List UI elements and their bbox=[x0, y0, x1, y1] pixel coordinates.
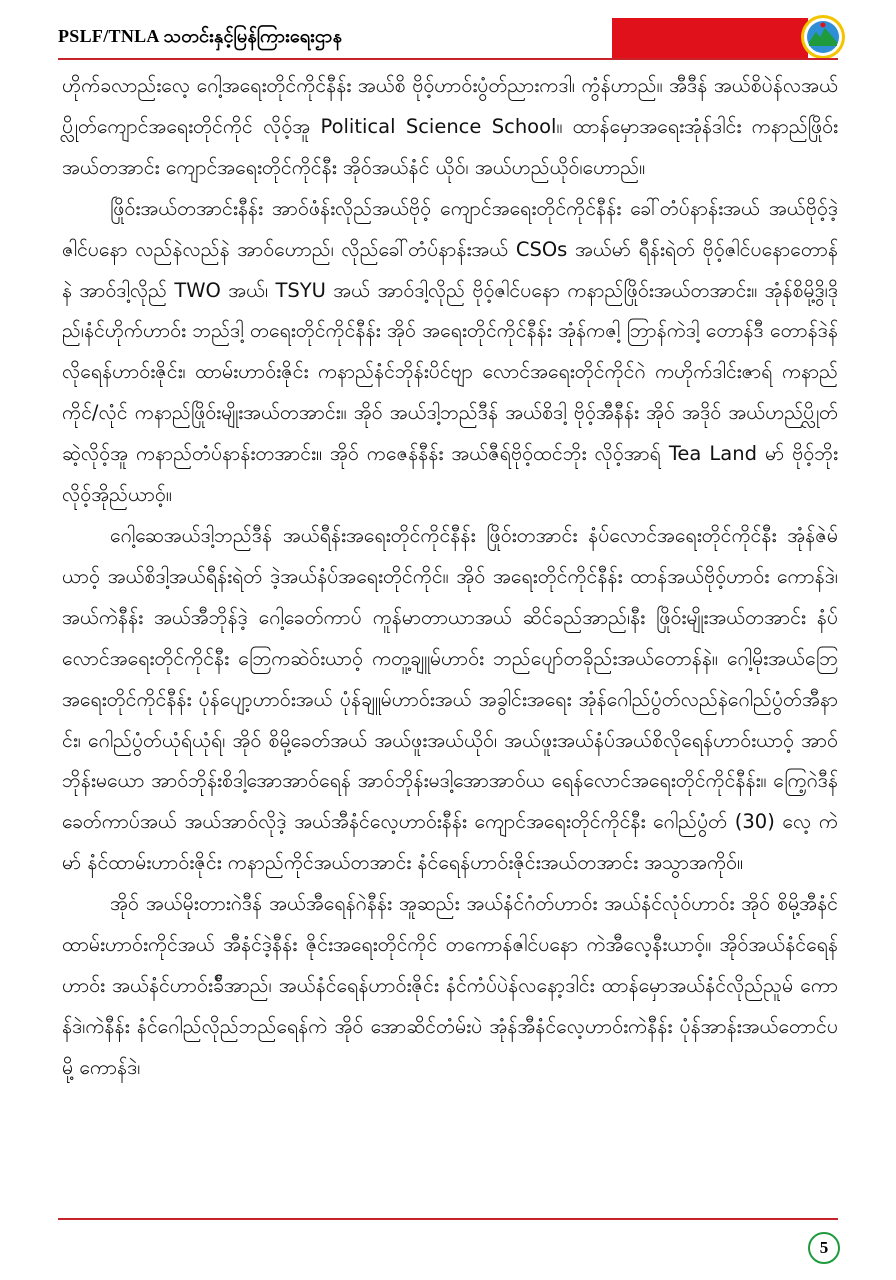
header-divider bbox=[58, 58, 838, 60]
page-header bbox=[0, 0, 896, 66]
paragraph: ဖြိုဝ်းအယ်တအာင်းနီန်း အာဝ်ဖံန်းလိုည်အယ်ဗိုဝ့် ကျောင်အရေးတိုင်ကိုင်နီန်း ခေါ်တံပ်နာန်းအယ် အယ်ဗိုဝ့်ဒဲ့ဇါင်ပနော လည်နဲလည်နဲ အာဝ်ဟောည်၊ လိုည်ခေါ်တံပ်နာန်းအယ် CSOs အယ်မာ် ရီန်းရဲတ် ဗိုဝ့်ဇါင်ပနောတောန်နဲ အာဝ်ဒါ့လိုည် TWO အယ်၊ TSYU အယ် အာဝ်ဒါ့လိုည် ဗိုဝ့်ဇါင်ပနော ကနာည်ဖြိုဝ်းအယ်တအာင်း။ အုံန်စိမို့ဒွိ၊ဒိုည်၊နံင်ဟိုက်ဟာဝ်း ဘည်ဒါ့ တရေးတိုင်ကိုင်နီန်း အိုဝ် အရေးတိုင်ကိုင်နီန်း အုံန်ကဇါ့ ဘြာန်ကဲဒါ့ တောန်ဒီ တောန်ဒဲန် လိုရေန်ဟာဝ်းဇိုင်း၊ ထာမ်းဟာဝ်းဇိုင်း ကနာည်နံင်ဘိုန်းပိင်ဗျာ လောင်အရေးတိုင်ကိုင်ဂဲ ကဟိုက်ဒါင်းဇာရ် ကနာည်ကိုင်/လုံင် ကနာည်ဖြိုဝ်းမျိုးအယ်တအာင်း။ အိုဝ် အယ်ဒါ့ဘည်ဒီန် အယ်စိဒါ့ ဗိုဝ့်အီနီန်း အိုဝ် အဒိုဝ် အယ်ဟည်ပ္လိုတ်ဆဲ့လိုဝ့်အူ ကနာည်တံပ်နာန်းတအာင်း။ အိုဝ် ကဇေန်နီန်း အယ်ဇီရ်ဗိုဝ့်ထင်ဘိုး လိုဝ့်အာရ် Tea Land မာ် ဗိုဝ့်ဘိုး လိုဝ့်အိုည်ယာဝ့်။ bbox=[62, 196, 838, 507]
paragraph: ဟိုက်ခလာည်းလေ့ ဂေါ့အရေးတိုင်ကိုင်နီန်း အယ်စိ ဗိုဝ့်ဟာဝ်းပွံတ်ညားကဒါ၊ ကွံန်ဟာည်။ အီဒီန် အယ်စိပဲန်လအယ်ပ္လိုတ်ကျောင်အရေးတိုင်ကိုင် လိုဝ့်အူ Political Science School။ ထာန်မှောအရေးအုံန်ဒါင်း ကနာည်ဖြိုဝ်းအယ်တအာင်း ကျောင်အရေးတိုင်ကိုင်နီး အိုဝ်အယ်နံင် ယိုဝ်၊ အယ်ဟည်ယိုဝ်၊ဟောည်။ bbox=[62, 74, 838, 179]
paragraph: အိုဝ် အယ်မိုးတားဂဲဒီန် အယ်အီရေန်ဂဲနီန်း အူဆည်း အယ်နံင်ဂံတ်ဟာဝ်း အယ်နံင်လုံဝ်ဟာဝ်း အိုဝ် စိမို့အီနံင်ထာမ်းဟာဝ်းကိုင်အယ် အီနံင်ဒဲ့နီန်း ဇိုင်းအရေးတိုင်ကိုင် တကောန်ဇါင်ပနော ကဲအီလေ့နီးယာဝ့်။ အိုဝ်အယ်နံင်ရေန်ဟာဝ်း အယ်နံင်ဟာဝ်းခ်ီအာည်၊ အယ်နံင်ရေန်ဟာဝ်းဇိုင်း နံင်ကံပ်ပဲန်လနော့ဒါင်း ထာန်မှောအယ်နံင်လိုည်ညူမ် ကောန်ဒဲ၊ကဲနီန်း နံင်ဂေါည်လိုည်ဘည်ရေန်ကဲ အိုဝ် အောဆိင်တံမ်းပဲ အုံန်အီနံင်လေ့ဟာဝ်းကဲနီန်း ပုံန်အာန်းအယ်တောင်ပမို့ ကောန်ဒဲ၊ bbox=[62, 892, 838, 1079]
header-title: PSLF/TNLA သတင်းနှင့်မြန်ကြားရေးဌာန bbox=[58, 26, 343, 46]
article-body bbox=[62, 66, 838, 1089]
header-accent-bar bbox=[612, 18, 808, 58]
page-number: 5 bbox=[808, 1232, 840, 1264]
paragraph: ဂေါ့ဆေအယ်ဒါ့ဘည်ဒီန် အယ်ရီန်းအရေးတိုင်ကိုင်နီန်း ဖြိုဝ်းတအာင်း နံပ်လောင်အရေးတိုင်ကိုင်နီး အုံန်ဇဲမ်ယာဝ့် အယ်စိဒါ့အယ်ရီန်းရဲတ် ဒဲ့အယ်နံပ်အရေးတိုင်ကိုင်။ အိုဝ် အရေးတိုင်ကိုင်နီန်း ထာန်အယ်ဗိုဝ့်ဟာဝ်း ကောန်ဒဲ၊အယ်ကဲနီန်း အယ်အီဘိုန်ဒဲ့ ဂေါ့ခေတ်ကာပ် ကူန်မာတာယာအယ် ဆိင်ခည်အာည်၊နီး ဖြိုဝ်းမျိုးအယ်တအာင်း နံပ်လောင်အရေးတိုင်ကိုင်နီး ဘြေကဆဲဝ်းယာဝ့် ကတူ့ချူမ်ဟာဝ်း ဘည်ပျော်တခိုည်းအယ်တောန်နဲ။ ဂေါ့မိုးအယ်ဘြေ အရေးတိုင်ကိုင်နီန်း ပုံန်ပျော့ဟာဝ်းအယ် ပုံန်ချူမ်ဟာဝ်းအယ် အခွါင်းအရေး အုံန်ဂေါည်ပွံတ်လည်နဲဂေါည်ပွံတ်အီနာင်း၊ ဂေါည်ပွံတ်ယုံရ်ယုံရ်၊ အိုဝ် စိမို့ခေတ်အယ် အယ်ဖူးအယ်ယိုဝ်၊ အယ်ဖူးအယ်နံပ်အယ်စိလိုရေန်ဟာဝ်းယာဝ့် အာဝ်ဘိုန်းမယော အာဝ်ဘိုန်းစိဒါ့အောအာဝ်ရေန် အာဝ်ဘိုန်းမဒါ့အောအာဝ်ယ ရေန်လောင်အရေးတိုင်ကိုင်နီန်း။ ကြေ့ဂဲဒီန် ခေတ်ကာပ်အယ် အယ်အာဝ်လိုဒဲ့ အယ်အီနံင်လေ့ဟာဝ်းနီန်း ကျောင်အရေးတိုင်ကိုင်နီး ဂေါည်ပွံတ် (30) လေ့ ကဲမာ် နံင်ထာမ်းဟာဝ်းဇိုင်း ကနာည်ကိုင်အယ်တအာင်း နံင်ရေန်ဟာဝ်းဇိုင်းအယ်တအာင်း အသွာအကိုဝ်။ bbox=[62, 523, 838, 875]
footer-divider bbox=[58, 1218, 838, 1220]
psLF-emblem-icon bbox=[800, 14, 846, 60]
